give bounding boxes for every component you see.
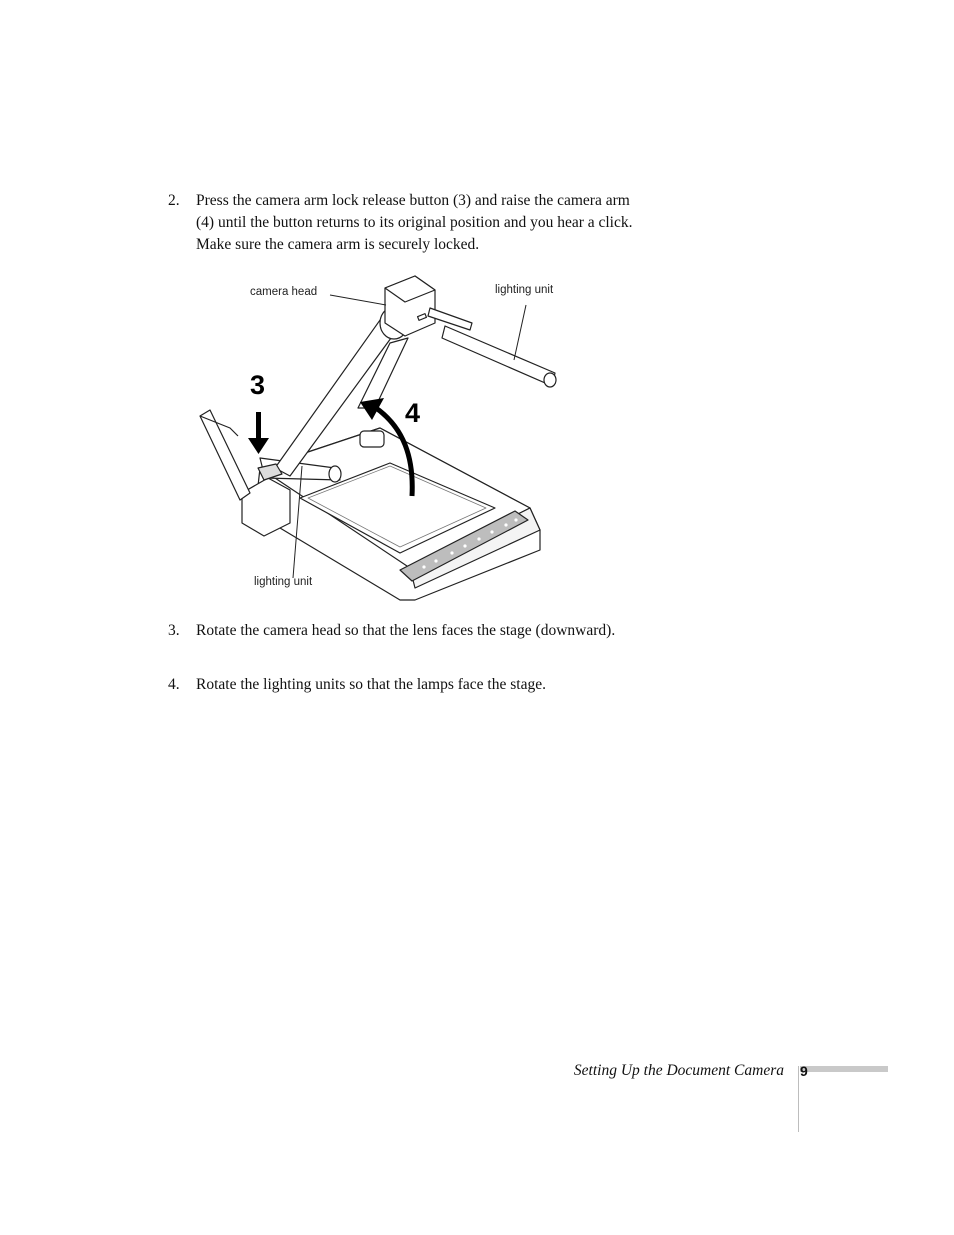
step-number: 3. (168, 622, 180, 639)
step-number: 4. (168, 676, 180, 693)
footer-section-title: Setting Up the Document Camera (573, 1062, 784, 1079)
document-camera-drawing (190, 268, 570, 608)
step-text: Rotate the lighting units so that the lamps face the stage. (196, 676, 546, 693)
callout-3: 3 (250, 370, 266, 400)
footer-rule (798, 1066, 799, 1132)
step-number: 2. (168, 192, 180, 209)
label-lighting-unit-bottom: lighting unit (254, 576, 313, 588)
right-lighting-unit (442, 326, 555, 386)
document-camera-illustration (190, 268, 570, 613)
leader-lighting-unit-top (514, 305, 526, 360)
arm-hinge (360, 431, 384, 447)
arrow-down-icon (248, 412, 269, 454)
step-text: Rotate the camera head so that the lens faces the stage (downward). (196, 622, 616, 639)
callout-4: 4 (405, 398, 421, 428)
page-number: 9 (800, 1063, 808, 1079)
left-lamp-arm (200, 410, 250, 500)
step-3 (168, 620, 638, 642)
label-camera-head: camera head (250, 286, 318, 298)
step-4 (168, 674, 638, 696)
step-2 (168, 190, 638, 256)
label-lighting-unit-top: lighting unit (495, 284, 554, 296)
leader-camera-head (330, 295, 386, 305)
footer-bar (800, 1066, 888, 1072)
step-text: Press the camera arm lock release button (3) and raise the camera arm (4) until the button returns to its original position and you hear a click. Make sure the camera arm is securely locked. (196, 192, 633, 253)
